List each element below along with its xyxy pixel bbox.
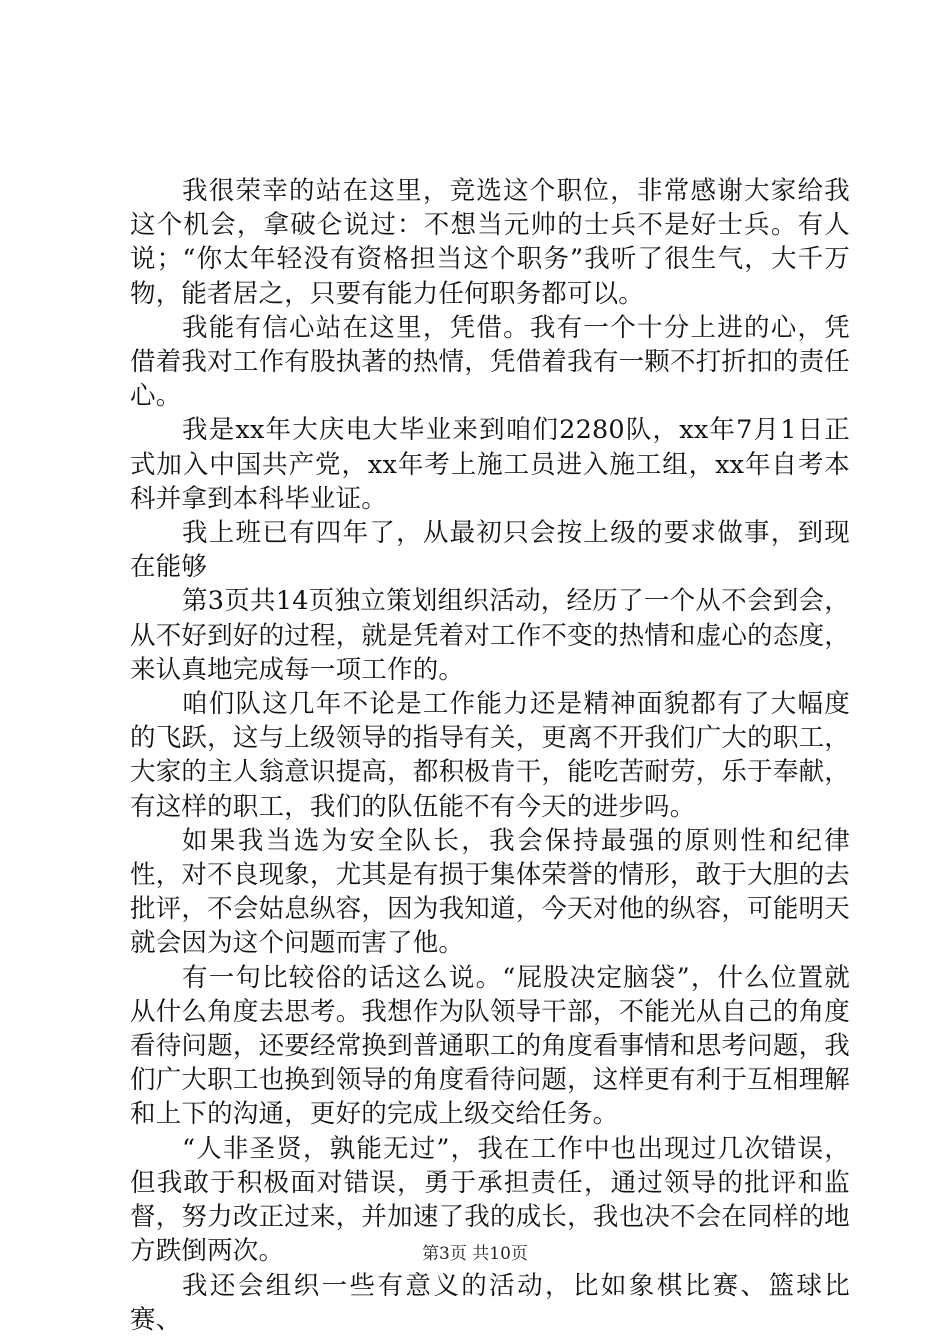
paragraph-7: 如果我当选为安全队长，我会保持最强的原则性和纪律性，对不良现象，尤其是有损于集体荣誉的情形，敢于大胆的去批评，不会姑息纵容，因为我知道，今天对他的纵容，可能明天就会因为这个问题而害了他。: [130, 825, 850, 959]
paragraph-8: 有一句比较俗的话这么说。“屁股决定脑袋”，什么位置就从什么角度去思考。我想作为队领导干部，不能光从自己的角度看待问题，还要经常换到普通职工的角度看事情和思考问题，我们广大职工也换到领导的角度看待问题，这样更有利于互相理解和上下的沟通，更好的完成上级交给任务。: [130, 962, 850, 1130]
document-body: [130, 174, 850, 1337]
paragraph-1: 我很荣幸的站在这里，竞选这个职位，非常感谢大家给我这个机会，拿破仑说过：不想当元帅的士兵不是好士兵。有人说；“你太年轻没有资格担当这个职务”我听了很生气，大千万物，能者居之，只要有能力任何职务都可以。: [130, 176, 850, 309]
paragraph-2: 我能有信心站在这里，凭借。我有一个十分上进的心，凭借着我对工作有股执著的热情，凭借着我有一颗不打折扣的责任心。: [130, 312, 850, 412]
paragraph-4: 我上班已有四年了，从最初只会按上级的要求做事，到现在能够: [130, 518, 850, 583]
paragraph-10: 我还会组织一些有意义的活动，比如象棋比赛、篮球比赛、: [130, 1270, 850, 1335]
paragraph-5: 第3页共14页独立策划组织活动，经历了一个从不会到会，从不好到好的过程，就是凭着对工作不变的热情和虚心的态度，来认真地完成每一项工作的。: [130, 586, 850, 685]
paragraph-3: 我是xx年大庆电大毕业来到咱们2280队，xx年7月1日正式加入中国共产党，xx年考上施工员进入施工组，xx年自考本科并拿到本科毕业证。: [130, 415, 850, 514]
paragraph-9: “人非圣贤，孰能无过”，我在工作中也出现过几次错误，但我敢于积极面对错误，勇于承担责任，通过领导的批评和监督，努力改正过来，并加速了我的成长，我也决不会在同样的地方跌倒两次。: [130, 1133, 850, 1267]
paragraph-6: 咱们队这几年不论是工作能力还是精神面貌都有了大幅度的飞跃，这与上级领导的指导有关，更离不开我们广大的职工，大家的主人翁意识提高，都积极肯干，能吃苦耐劳，乐于奉献，有这样的职工，我们的队伍能不有今天的进步吗。: [130, 689, 850, 822]
page-footer: 第3页 共10页: [422, 1244, 528, 1264]
